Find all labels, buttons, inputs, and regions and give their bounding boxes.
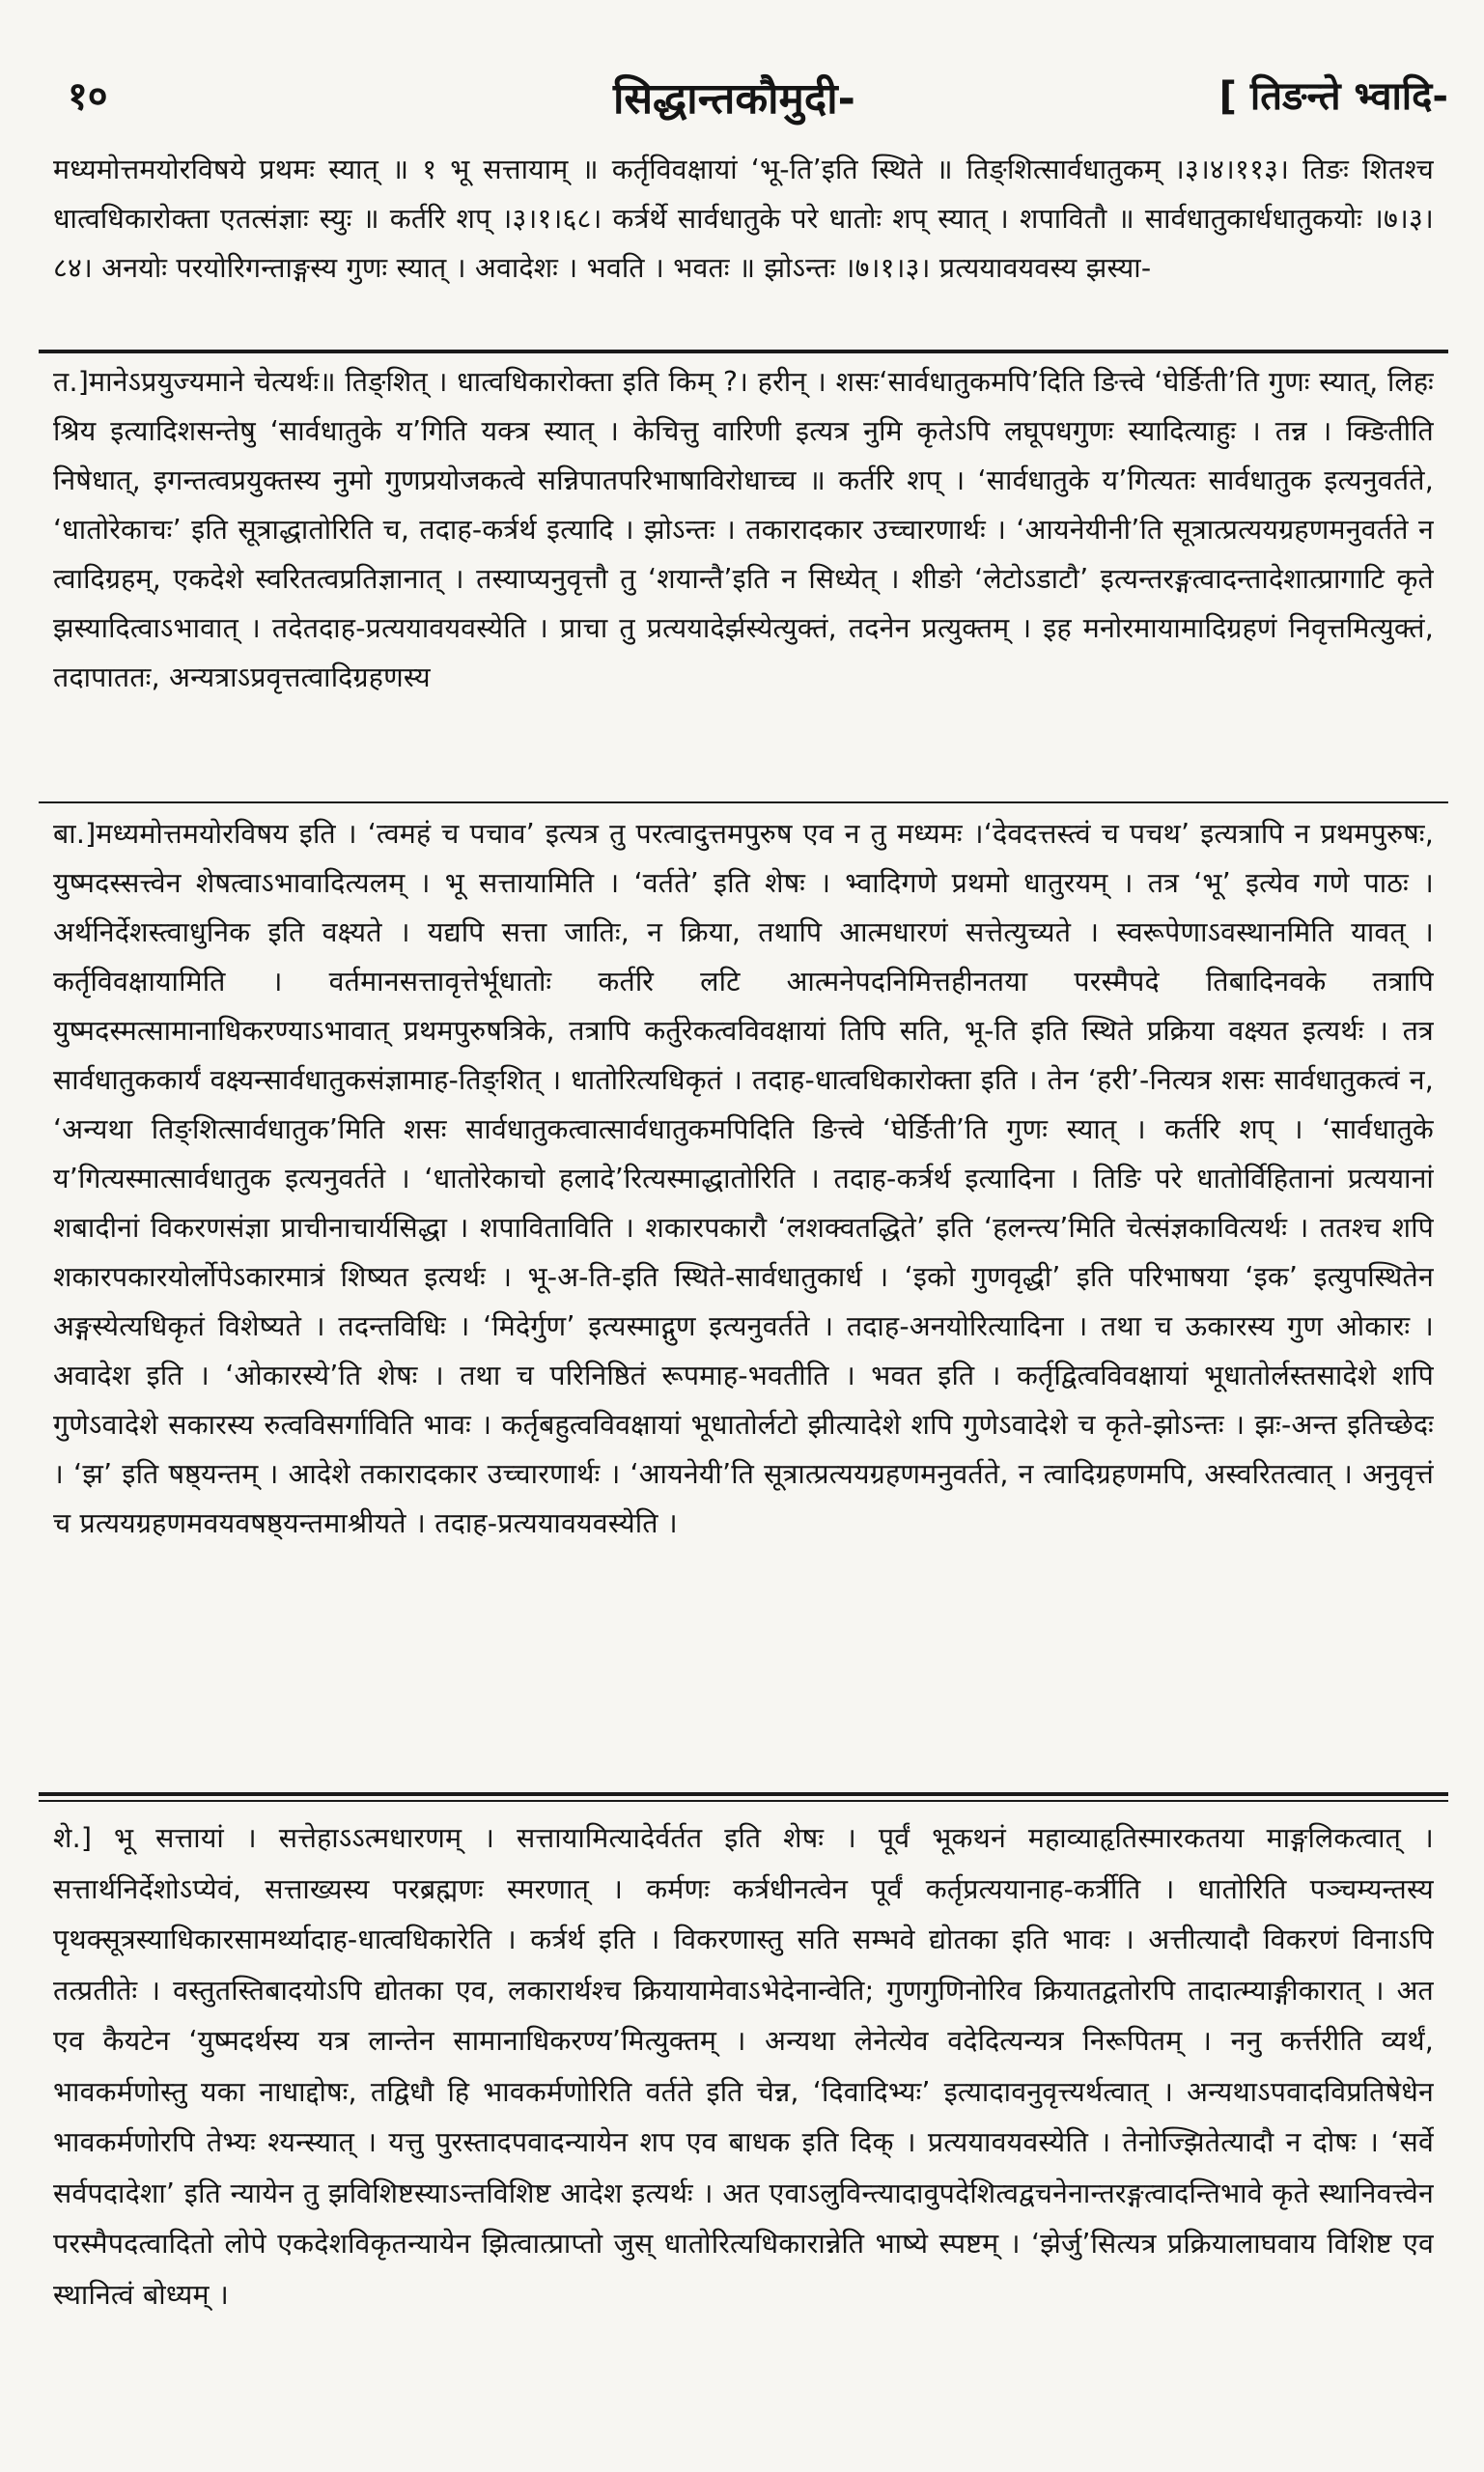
tattvabodhini-commentary <box>53 357 1434 798</box>
section-divider <box>39 1792 1448 1796</box>
mula-text-paragraph: मध्यमोत्तमयोरविषये प्रथमः स्यात् ॥ १ भू सत्तायाम् ॥ कर्तृविवक्षायां ‘भू-ति’इति स्थिते ॥ तिङ्शित्सार्वधातुकम् ।३।४।११३। तिङः शितश्च धात्वधिकारोक्ता एतत्संज्ञाः स्युः ॥ कर्तरि शप् ।३।१।६८। कर्त्रर्थे सार्वधातुके परे धातोः शप् स्यात् । शपावितौ ॥ सार्वधातुकार्धधातुकयोः ।७।३।८४। अनयोः परयोरिगन्ताङ्गस्य गुणः स्यात् । अवादेशः । भवति । भवतः ॥ झोऽन्तः ।७।१।३। प्रत्ययावयवस्य झस्या- <box>53 154 1434 284</box>
section-divider <box>39 350 1448 353</box>
page-header <box>39 68 1448 135</box>
running-head: [ तिङन्ते भ्वादि- <box>1218 74 1448 119</box>
tattvabodhini-paragraph: त.]मानेऽप्रयुज्यमाने चेत्यर्थः॥ तिङ्शित् । धात्वधिकारोक्ता इति किम् ?। हरीन् । शसः‘सार्वधातुकमपि’दिति ङित्त्वे ‘घेर्ङिती’ति गुणः स्यात्, लिहः श्रिय इत्यादिशसन्तेषु ‘सार्वधातुके य’गिति यक्त्र स्यात् । केचित्तु वारिणी इत्यत्र नुमि कृतेऽपि लघूपधगुणः स्यादित्याहुः । तन्न । क्ङितीति निषेधात्, इगन्तत्वप्रयुक्तस्य नुमो गुणप्रयोजकत्वे सन्निपातपरिभाषाविरोधाच्च ॥ कर्तरि शप् । ‘सार्वधातुके य’गित्यतः सार्वधातुक इत्यनुवर्तते, ‘धातोरेकाचः’ इति सूत्राद्धातोरिति च, तदाह-कर्त्रर्थ इत्यादि । झोऽन्तः । तकारादकार उच्चारणार्थः । ‘आयनेयीनी’ति सूत्रात्प्रत्ययग्रहणमनुवर्तते न त्वादिग्रहम्, एकदेशे स्वरितत्वप्रतिज्ञानात् । तस्याप्यनुवृत्तौ तु ‘शयान्तै’इति न सिध्येत् । शीङो ‘लेटोऽडाटौ’ इत्यन्तरङ्गत्वादन्तादेशात्प्रागाटि कृते झस्यादित्वाऽभावात् । तदेतदाह-प्रत्ययावयवस्येति । प्राचा तु प्रत्ययादेर्झस्येत्युक्तं, तदनेन प्रत्युक्तम् । इह मनोरमायामादिग्रहणं निवृत्तमित्युक्तं, तदापाततः, अन्यत्राऽप्रवृत्तत्वादिग्रहणस्य <box>53 366 1434 693</box>
balamanorama-commentary <box>53 809 1434 1781</box>
page-number: १० <box>68 74 108 119</box>
balamanorama-paragraph: बा.]मध्यमोत्तमयोरविषय इति । ‘त्वमहं च पचाव’ इत्यत्र तु परत्वादुत्तमपुरुष एव न तु मध्यमः ।‘देवदत्तस्त्वं च पचथ’ इत्यत्रापि न प्रथमपुरुषः, युष्मदस्सत्त्वेन शेषत्वाऽभावादित्यलम् । भू सत्तायामिति । ‘वर्तते’ इति शेषः । भ्वादिगणे प्रथमो धातुरयम् । तत्र ‘भू’ इत्येव गणे पाठः । अर्थनिर्देशस्त्वाधुनिक इति वक्ष्यते । यद्यपि सत्ता जातिः, न क्रिया, तथापि आत्मधारणं सत्तेत्युच्यते । स्वरूपेणाऽवस्थानमिति यावत् । कर्तृविवक्षायामिति । वर्तमानसत्तावृत्तेर्भूधातोः कर्तरि लटि आत्मनेपदनिमित्तहीनतया परस्मैपदे तिबादिनवके तत्रापि युष्मदस्मत्सामानाधिकरण्याऽभावात् प्रथमपुरुषत्रिके, तत्रापि कर्तुरेकत्वविवक्षायां तिपि सति, भू-ति इति स्थिते प्रक्रिया वक्ष्यत इत्यर्थः । तत्र सार्वधातुककार्यं वक्ष्यन्सार्वधातुकसंज्ञामाह-तिङ्शित् । धातोरित्यधिकृतं । तदाह-धात्वधिकारोक्ता इति । तेन ‘हरी’-नित्यत्र शसः सार्वधातुकत्वं न, ‘अन्यथा तिङ्शित्सार्वधातुक’मिति शसः सार्वधातुकत्वात्सार्वधातुकमपिदिति ङित्त्वे ‘घेर्ङिती’ति गुणः स्यात् । कर्तरि शप् । ‘सार्वधातुके य’गित्यस्मात्सार्वधातुक इत्यनुवर्तते । ‘धातोरेकाचो हलादे’रित्यस्माद्धातोरिति । तदाह-कर्त्रर्थ इत्यादिना । तिङि परे धातोर्विहितानां प्रत्ययानां शबादीनां विकरणसंज्ञा प्राचीनाचार्यसिद्धा । शपाविताविति । शकारपकारौ ‘लशक्वतद्धिते’ इति ‘हलन्त्य’मिति चेत्संज्ञकावित्यर्थः । ततश्च शपि शकारपकारयोर्लोपेऽकारमात्रं शिष्यत इत्यर्थः । भू-अ-ति-इति स्थिते-सार्वधातुकार्ध । ‘इको गुणवृद्धी’ इति परिभाषया ‘इक’ इत्युपस्थितेन अङ्गस्येत्यधिकृतं विशेष्यते । तदन्तविधिः । ‘मिदेर्गुण’ इत्यस्माद्गुण इत्यनुवर्तते । तदाह-अनयोरित्यादिना । तथा च ऊकारस्य गुण ओकारः । अवादेश इति । ‘ओकारस्ये’ति शेषः । तथा च परिनिष्ठितं रूपमाह-भवतीति । भवत इति । कर्तृद्वित्वविवक्षायां भूधातोर्लस्तसादेशे शपि गुणेऽवादेशे सकारस्य रुत्वविसर्गाविति भावः । कर्तृबहुत्वविवक्षायां भूधातोर्लटो झीत्यादेशे शपि गुणेऽवादेशे च कृते-झोऽन्तः । झः-अन्त इतिच्छेदः । ‘झ’ इति षष्ठ्यन्तम् । आदेशे तकारादकार उच्चारणार्थः । ‘आयनेयी’ति सूत्रात्प्रत्ययग्रहणमनुवर्तते, न त्वादिग्रहणमपि, अस्वरितत्वात् । अनुवृत्तं च प्रत्ययग्रहणमवयवषष्ठ्यन्तमाश्रीयते । तदाह-प्रत्ययावयवस्येति । <box>53 818 1434 1539</box>
section-divider-secondary <box>39 1800 1448 1802</box>
section-divider <box>39 801 1448 803</box>
page-title: सिद्धान्तकौमुदी- <box>613 74 855 124</box>
mula-text-section <box>53 145 1434 348</box>
shekhara-paragraph: शे.] भू सत्तायां । सत्तेहाऽऽत्मधारणम् । सत्तायामित्यादेर्वर्तत इति शेषः । पूर्वं भूकथनं महाव्याहृतिस्मारकतया माङ्गलिकत्वात् । सत्तार्थनिर्देशोऽप्येवं, सत्ताख्यस्य परब्रह्मणः स्मरणात् । कर्मणः कर्त्रधीनत्वेन पूर्वं कर्तृप्रत्ययानाह-कर्त्रीति । धातोरिति पञ्चम्यन्तस्य पृथक्सूत्रस्याधिकारसामर्थ्यादाह-धात्वधिकारेति । कर्त्रर्थ इति । विकरणास्तु सति सम्भवे द्योतका इति भावः । अत्तीत्यादौ विकरणं विनाऽपि तत्प्रतीतेः । वस्तुतस्तिबादयोऽपि द्योतका एव, लकारार्थश्च क्रियायामेवाऽभेदेनान्वेति; गुणगुणिनोरिव क्रियातद्वतोरपि तादात्म्याङ्गीकारात् । अत एव कैयटेन ‘युष्मदर्थस्य यत्र लान्तेन सामानाधिकरण्य’मित्युक्तम् । अन्यथा लेनेत्येव वदेदित्यन्यत्र निरूपितम् । ननु कर्त्तरीति व्यर्थं, भावकर्मणोस्तु यका नाधाद्दोषः, तद्विधौ हि भावकर्मणोरिति वर्तते इति चेन्न, ‘दिवादिभ्यः’ इत्यादावनुवृत्त्यर्थत्वात् । अन्यथाऽपवादविप्रतिषेधेन भावकर्मणोरपि तेभ्यः श्यन्स्यात् । यत्तु पुरस्तादपवादन्यायेन शप एव बाधक इति दिक् । प्रत्ययावयवस्येति । तेनोज्झितेत्यादौ न दोषः । ‘सर्वे सर्वपदादेशा’ इति न्यायेन तु झविशिष्टस्याऽन्तविशिष्ट आदेश इत्यर्थः । अत एवाऽलुविन्त्यादावुपदेशित्वद्वचनेनान्तरङ्गत्वादन्तिभावे कृते स्थानिवत्त्वेन परस्मैपदत्वादितो लोपे एकदेशविकृतन्यायेन झित्वात्प्राप्तो जुस् धातोरित्यधिकारान्नेति भाष्ये स्पष्टम् । ‘झेर्जु’सित्यत्र प्रक्रियालाघवाय विशिष्ट एव स्थानित्वं बोध्यम् । <box>53 1822 1434 2311</box>
shekhara-commentary <box>53 1813 1434 2453</box>
